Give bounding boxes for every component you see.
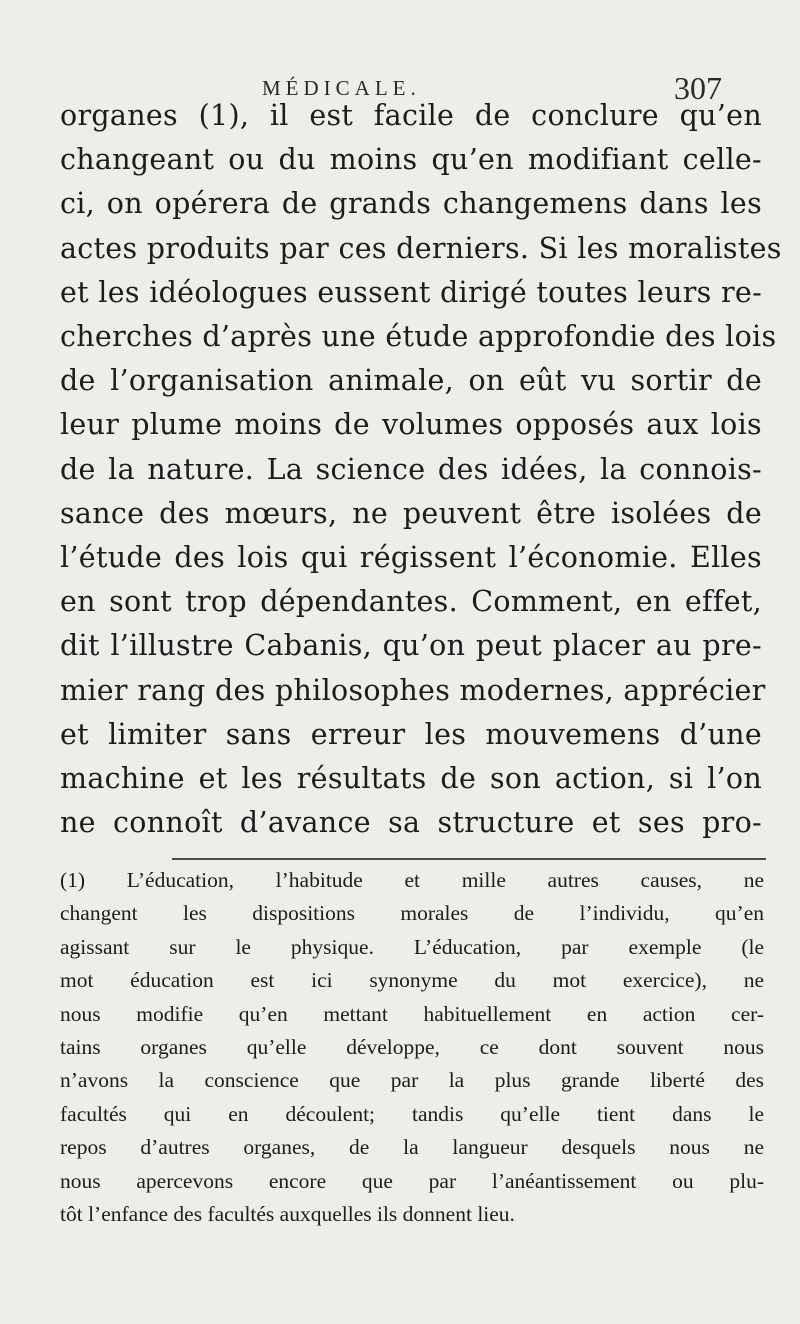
text-line: sance des mœurs, ne peuvent être isolées de	[60, 496, 762, 530]
text-line: en sont trop dépendantes. Comment, en effet,	[60, 585, 762, 619]
footnote-line: agissant sur le physique. L’éducation, par exemple (le	[60, 934, 764, 959]
text-line: actes produits par ces derniers. Si les moralistes	[60, 231, 782, 265]
footnote-line: changent les dispositions morales de l’individu, qu’en	[60, 901, 764, 926]
footnote-line: repos d’autres organes, de la langueur desquels nous ne	[60, 1135, 764, 1160]
text-line: de l’organisation animale, on eût vu sortir de	[60, 364, 762, 398]
footnote-line: n’avons la conscience que par la plus grande liberté des	[60, 1068, 764, 1093]
footnote-line: tôt l’enfance des facultés auxquelles ils donnent lieu.	[60, 1202, 515, 1226]
text-line: organes (1), il est facile de conclure qu’en	[60, 99, 762, 132]
text-line: ne connoît d’avance sa structure et ses pro-	[60, 806, 762, 840]
text-line: leur plume moins de volumes opposés aux lois	[60, 408, 762, 442]
text-line: machine et les résultats de son action, si l’on	[60, 762, 762, 795]
footnote-line: nous apercevons encore que par l’anéantissement ou plu-	[60, 1168, 764, 1193]
text-line: l’étude des lois qui régissent l’économie. Elles	[60, 541, 762, 574]
running-head: MÉDICALE.	[262, 76, 421, 100]
footnote-line: tains organes qu’elle développe, ce dont souvent nous	[60, 1035, 764, 1059]
text-line: changeant ou du moins qu’en modifiant celle-	[60, 143, 762, 177]
text-line: de la nature. La science des idées, la connois-	[60, 452, 762, 486]
footnote-line: facultés qui en découlent; tandis qu’elle tient dans le	[60, 1101, 764, 1126]
footnote-line: mot éducation est ici synonyme du mot exercice), ne	[60, 968, 764, 993]
text-line: mier rang des philosophes modernes, apprécier	[60, 673, 766, 707]
footnote-line: (1) L’éducation, l’habitude et mille autres causes, ne	[60, 868, 764, 892]
text-line: cherches d’après une étude approfondie des lois	[60, 320, 777, 353]
text-line: et les idéologues eussent dirigé toutes leurs re-	[60, 275, 762, 309]
text-line: ci, on opérera de grands changemens dans les	[60, 187, 762, 221]
text-line: dit l’illustre Cabanis, qu’on peut placer au pre-	[60, 629, 762, 663]
footnote-rule	[172, 858, 766, 860]
page-number: 307	[674, 70, 722, 106]
text-line: et limiter sans erreur les mouvemens d’une	[60, 717, 762, 751]
footnote-line: nous modifie qu’en mettant habituellement en action cer-	[60, 1001, 764, 1026]
